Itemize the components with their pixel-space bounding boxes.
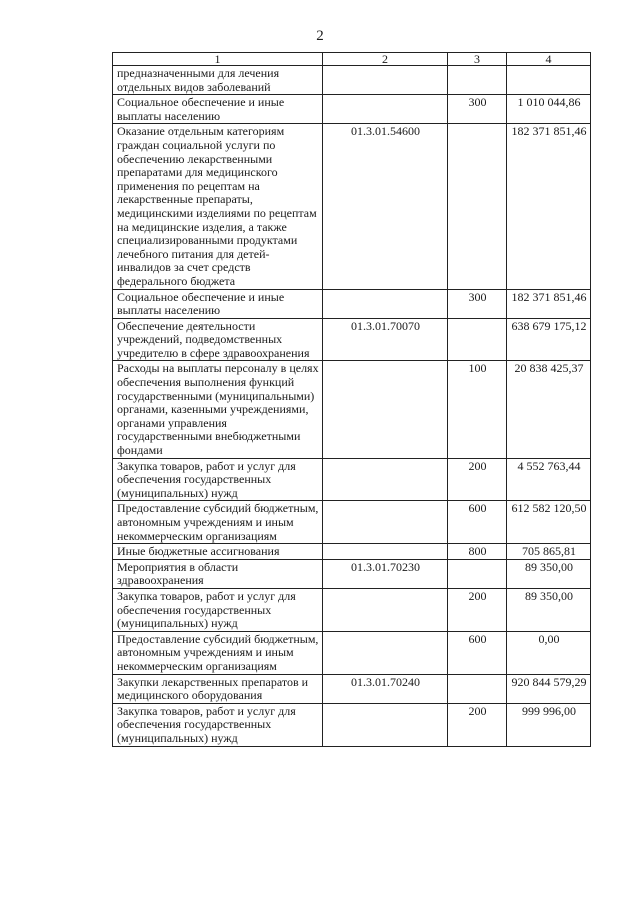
row-amount-cell: 4 552 763,44 [507, 458, 591, 501]
row-amount-cell: 89 350,00 [507, 588, 591, 631]
row-name-cell: Иные бюджетные ассигнования [113, 544, 323, 560]
row-type-cell [448, 124, 507, 289]
table-row [113, 124, 591, 289]
row-code-cell: 01.3.01.54600 [323, 124, 448, 289]
row-name-cell: Мероприятия в области здравоохранения [113, 559, 323, 588]
header-cell-1: 1 [113, 53, 323, 66]
row-type-cell: 200 [448, 703, 507, 746]
row-name-cell: предназначенными для лечения отдельных видов заболеваний [113, 66, 323, 95]
page-number: 2 [316, 28, 324, 44]
table-row [113, 501, 591, 544]
row-name-cell: Обеспечение деятельности учреждений, подведомственных учредителю в сфере здравоохранения [113, 318, 323, 361]
row-name-cell: Социальное обеспечение и иные выплаты населению [113, 289, 323, 318]
row-amount-cell: 999 996,00 [507, 703, 591, 746]
row-amount-cell: 182 371 851,46 [507, 289, 591, 318]
row-code-cell [323, 544, 448, 560]
header-cell-4: 4 [507, 53, 591, 66]
table-row [113, 631, 591, 674]
row-code-cell [323, 501, 448, 544]
row-name-cell: Социальное обеспечение и иные выплаты населению [113, 95, 323, 124]
row-amount-cell: 638 679 175,12 [507, 318, 591, 361]
row-code-cell [323, 289, 448, 318]
row-amount-cell: 612 582 120,50 [507, 501, 591, 544]
row-code-cell: 01.3.01.70240 [323, 674, 448, 703]
row-amount-cell: 20 838 425,37 [507, 361, 591, 458]
row-type-cell [448, 318, 507, 361]
table-row [113, 703, 591, 746]
budget-table [112, 52, 591, 747]
table-row [113, 66, 591, 95]
row-code-cell [323, 361, 448, 458]
row-amount-cell: 0,00 [507, 631, 591, 674]
row-name-cell: Закупка товаров, работ и услуг для обеспечения государственных (муниципальных) нужд [113, 703, 323, 746]
row-type-cell: 200 [448, 588, 507, 631]
row-type-cell: 600 [448, 501, 507, 544]
row-name-cell: Предоставление субсидий бюджетным, автономным учреждениям и иным некоммерческим организациям [113, 501, 323, 544]
row-code-cell [323, 66, 448, 95]
row-type-cell: 100 [448, 361, 507, 458]
table-row [113, 544, 591, 560]
row-name-cell: Оказание отдельным категориям граждан социальной услуги по обеспечению лекарственными препаратами для медицинского применения по рецептам на лекарственные препараты, медицинскими изделиями по рецептам на медицинские изделия, а также специализированными продуктами лечебного питания для детей-инвалидов за счет средств федерального бюджета [113, 124, 323, 289]
row-code-cell [323, 95, 448, 124]
row-code-cell [323, 703, 448, 746]
row-amount-cell: 89 350,00 [507, 559, 591, 588]
row-code-cell [323, 588, 448, 631]
row-type-cell: 300 [448, 289, 507, 318]
row-amount-cell: 182 371 851,46 [507, 124, 591, 289]
row-amount-cell: 1 010 044,86 [507, 95, 591, 124]
table-row [113, 289, 591, 318]
table-row [113, 318, 591, 361]
row-code-cell: 01.3.01.70230 [323, 559, 448, 588]
row-name-cell: Предоставление субсидий бюджетным, автономным учреждениям и иным некоммерческим организациям [113, 631, 323, 674]
table-row [113, 674, 591, 703]
row-type-cell [448, 559, 507, 588]
header-cell-3: 3 [448, 53, 507, 66]
row-name-cell: Закупка товаров, работ и услуг для обеспечения государственных (муниципальных) нужд [113, 588, 323, 631]
row-type-cell: 300 [448, 95, 507, 124]
row-name-cell: Закупка товаров, работ и услуг для обеспечения государственных (муниципальных) нужд [113, 458, 323, 501]
row-amount-cell: 920 844 579,29 [507, 674, 591, 703]
row-code-cell: 01.3.01.70070 [323, 318, 448, 361]
row-type-cell: 800 [448, 544, 507, 560]
table-row [113, 458, 591, 501]
row-code-cell [323, 458, 448, 501]
row-name-cell: Закупки лекарственных препаратов и медицинского оборудования [113, 674, 323, 703]
row-type-cell: 600 [448, 631, 507, 674]
table-header-row [113, 53, 591, 66]
row-type-cell: 200 [448, 458, 507, 501]
table-row [113, 588, 591, 631]
row-code-cell [323, 631, 448, 674]
row-type-cell [448, 66, 507, 95]
row-name-cell: Расходы на выплаты персоналу в целях обеспечения выполнения функций государственными (муниципальными) органами, казенными учреждениями, органами управления государственными внебюджетными фондами [113, 361, 323, 458]
row-type-cell [448, 674, 507, 703]
table-row [113, 95, 591, 124]
row-amount-cell [507, 66, 591, 95]
table-row [113, 559, 591, 588]
table-row [113, 361, 591, 458]
header-cell-2: 2 [323, 53, 448, 66]
row-amount-cell: 705 865,81 [507, 544, 591, 560]
